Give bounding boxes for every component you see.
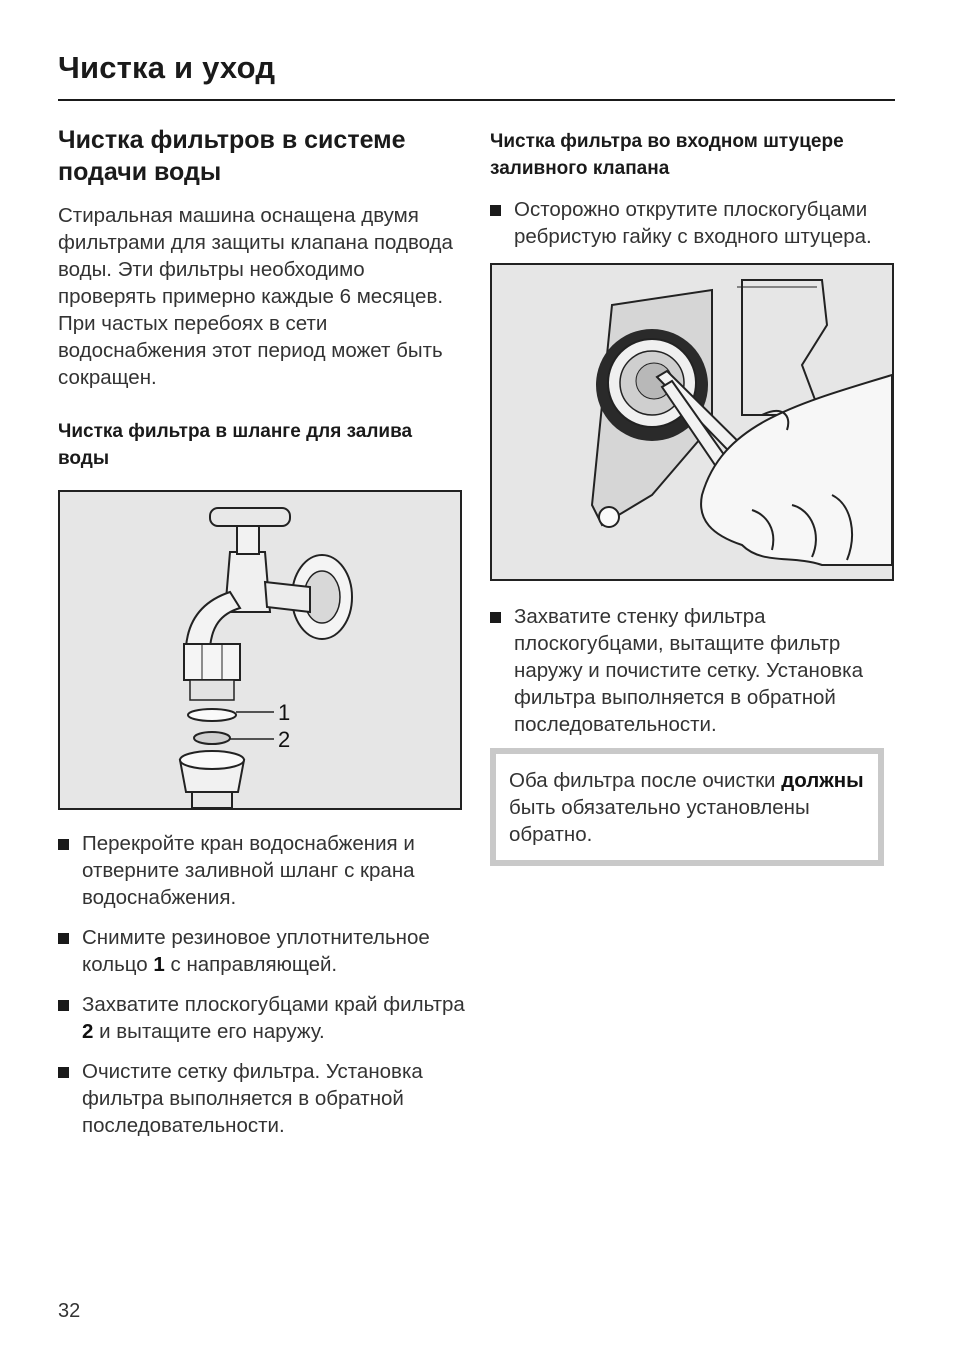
list-item: Перекройте кран водоснабжения и отверните заливной шланг с крана водоснабжения. [58,830,468,911]
pliers-valve-illustration [492,265,892,579]
hose-filter-subtitle: Чистка фильтра в шланге для залива воды [58,421,413,469]
label-seal-1: 1 [278,700,291,725]
list-item: Осторожно открутите плоскогубцами ребристую гайку с входного штуцера. [490,196,898,250]
intro-paragraph: Стиральная машина оснащена двумя фильтрами для защиты клапана подвода воды. Эти фильтры необходимо проверять примерно каждые 6 месяцев. При частых перебоях в сети водоснабжения этот период может быть сокращен. [58,204,453,389]
valve-filter-step2 [490,603,898,738]
section-title: Чистка фильтров в системе подачи воды [58,126,406,186]
left-column [58,124,468,1152]
bullet-square-icon [490,612,501,623]
bullet-square-icon [58,1000,69,1011]
important-note-box: Оба фильтра после очистки должны быть обязательно установлены обратно. [490,748,884,866]
list-item: Захватите плоскогубцами край фильтра 2 и вытащите его наружу. [58,991,468,1045]
list-item: Снимите резиновое уплотнительное кольцо 1 с направляющей. [58,924,468,978]
header-rule [58,99,895,101]
right-column [490,128,898,866]
tap-hose-figure [58,490,462,810]
list-item: Очистите сетку фильтра. Установка фильтра выполняется в обратной последовательности. [58,1058,468,1139]
page-header-title: Чистка и уход [58,50,276,85]
bullet-square-icon [58,839,69,850]
hose-filter-steps [58,830,468,1139]
label-filter-2: 2 [278,727,291,752]
list-item: Захватите стенку фильтра плоскогубцами, вытащите фильтр наружу и почистите сетку. Установка фильтра выполняется в обратной последовательности. [490,603,898,738]
valve-filter-subtitle: Чистка фильтра во входном штуцере заливного клапана [490,131,844,179]
bullet-square-icon [58,1067,69,1078]
bullet-square-icon [58,933,69,944]
bullet-square-icon [490,205,501,216]
page-number: 32 [58,1300,81,1322]
valve-filter-step1 [490,196,898,250]
tap-hose-illustration [60,492,460,808]
valve-pliers-figure [490,263,894,581]
